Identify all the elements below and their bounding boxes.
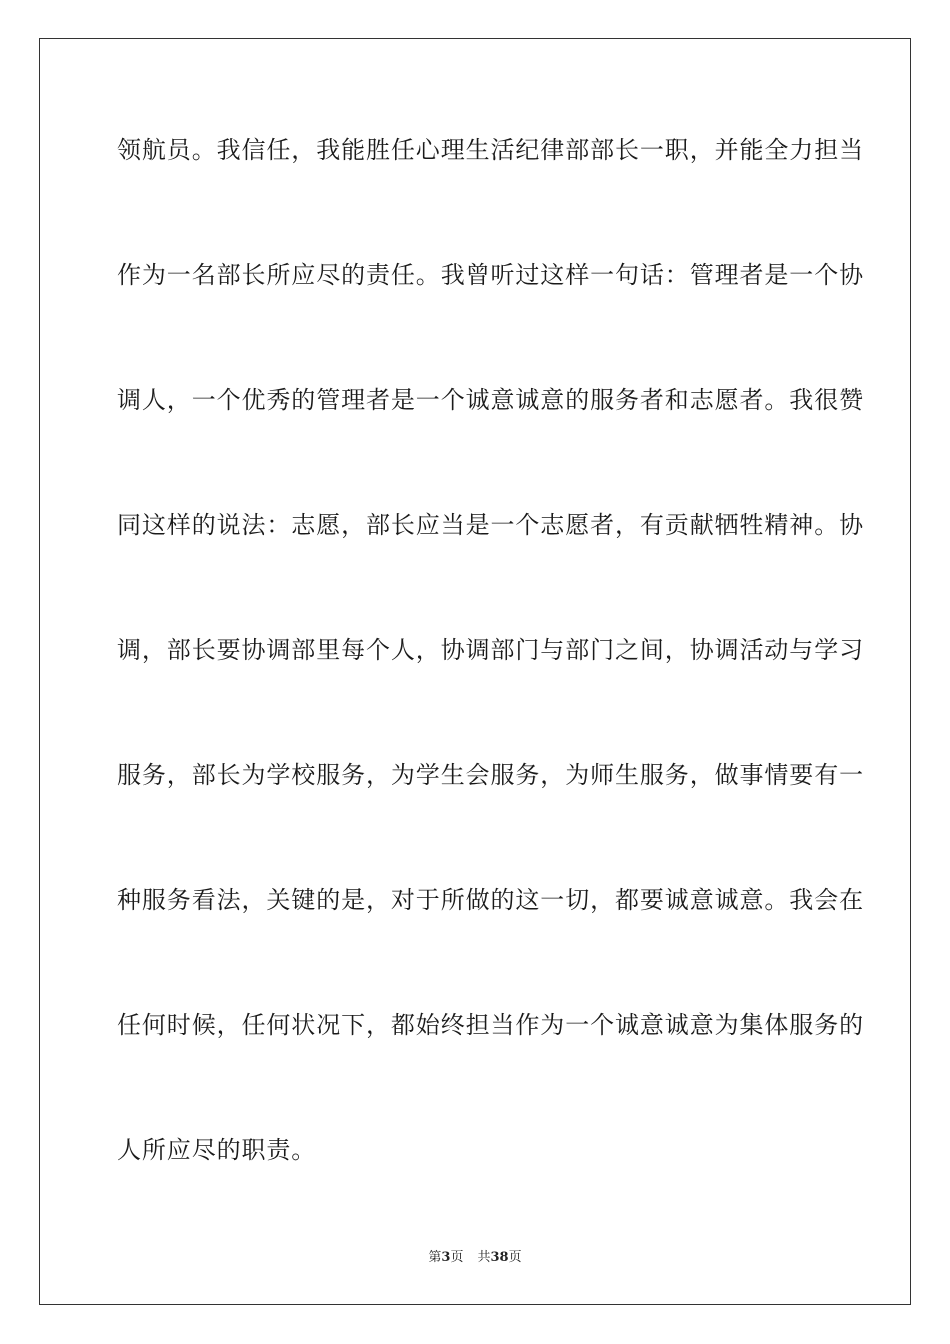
total-prefix: 共 [477, 1250, 491, 1265]
page-number: 3 [441, 1250, 451, 1265]
total-suffix: 页 [508, 1250, 522, 1265]
text-line: 调，部长要协调部里每个人，协调部门与部门之间，协调活动与学习 [117, 636, 864, 664]
text-line: 同这样的说法：志愿，部长应当是一个志愿者，有贡献牺牲精神。协 [117, 511, 864, 539]
text-line: 作为一名部长所应尽的责任。我曾听过这样一句话：管理者是一个协 [117, 261, 864, 289]
text-line: 人所应尽的职责。 [117, 1136, 317, 1164]
text-line: 调人，一个优秀的管理者是一个诚意诚意的服务者和志愿者。我很赞 [117, 386, 864, 414]
text-line: 服务，部长为学校服务，为学生会服务，为师生服务，做事情要有一 [117, 761, 864, 789]
document-body [117, 122, 864, 1247]
text-line: 种服务看法，关键的是，对于所做的这一切，都要诚意诚意。我会在 [117, 886, 864, 914]
text-line: 领航员。我信任，我能胜任心理生活纪律部部长一职，并能全力担当 [117, 136, 864, 164]
page-prefix: 第 [428, 1250, 442, 1265]
page-suffix: 页 [450, 1250, 464, 1265]
page-footer [0, 1246, 950, 1265]
total-pages: 38 [490, 1250, 509, 1265]
text-line: 任何时候，任何状况下，都始终担当作为一个诚意诚意为集体服务的 [117, 1011, 864, 1039]
